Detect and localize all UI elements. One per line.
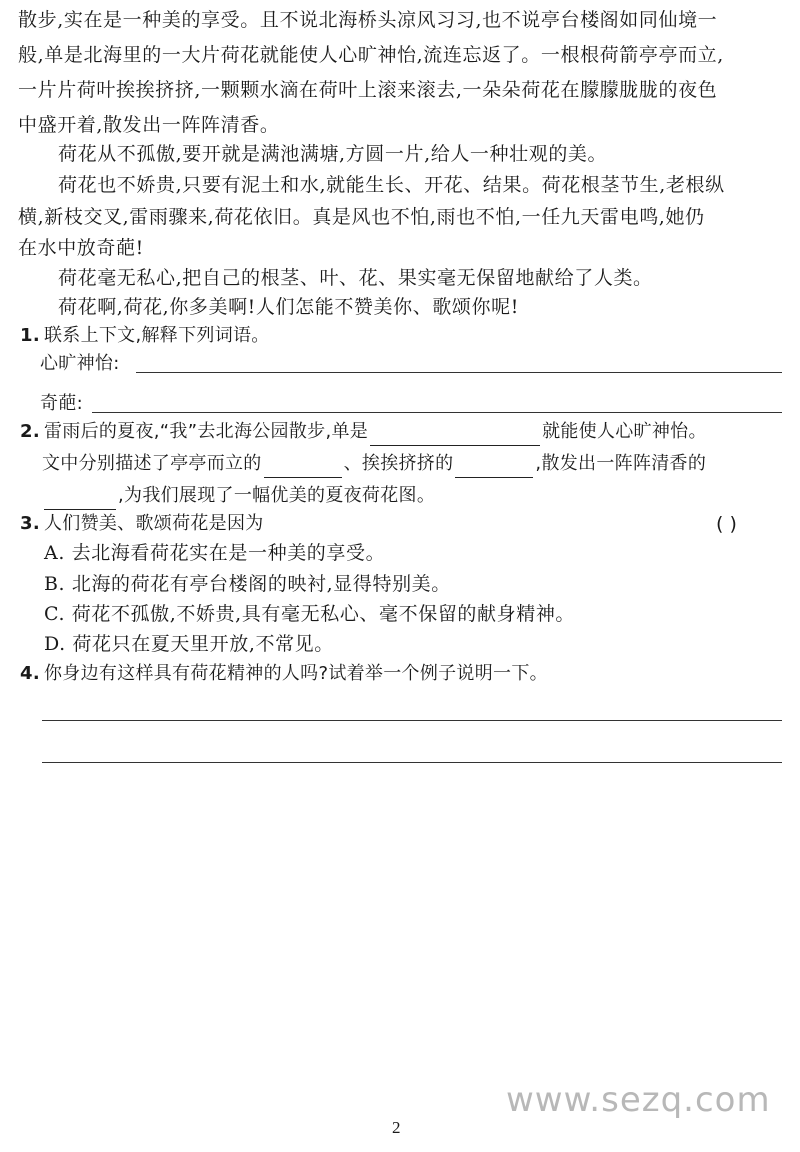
question-number: 2. — [20, 421, 40, 442]
answer-line-term2[interactable] — [92, 412, 782, 413]
answer-line-term1[interactable] — [136, 372, 782, 373]
question-2-line2 — [42, 450, 706, 478]
question-text: 雷雨后的夏夜,“我”去北海公园散步,单是 — [43, 421, 369, 442]
passage-line: 荷花也不娇贵,只要有泥土和水,就能生长、开花、结果。荷花根茎节生,老根纵 — [58, 174, 725, 196]
question-text: 你身边有这样具有荷花精神的人吗?试着举一个例子说明一下。 — [43, 663, 548, 684]
question-2-line3 — [42, 482, 435, 510]
term-xinkuangshenyi-label: 心旷神怡: — [40, 353, 120, 374]
option-c[interactable]: C. 荷花不孤傲,不娇贵,具有毫无私心、毫不保留的献身精神。 — [44, 603, 576, 625]
passage-line: 散步,实在是一种美的享受。且不说北海桥头凉风习习,也不说亭台楼阁如同仙境一 — [18, 9, 718, 31]
question-2-line1 — [20, 418, 707, 446]
question-3-prompt — [20, 510, 264, 538]
question-text: ,为我们展现了一幅优美的夏夜荷花图。 — [118, 485, 436, 506]
question-text: 、挨挨挤挤的 — [343, 453, 454, 474]
question-text: ,散发出一阵阵清香的 — [535, 453, 707, 474]
option-a[interactable]: A. 去北海看荷花实在是一种美的享受。 — [44, 542, 386, 564]
fill-blank[interactable] — [455, 455, 533, 478]
answer-line-1[interactable] — [42, 720, 782, 721]
passage-line: 中盛开着,散发出一阵阵清香。 — [18, 114, 280, 136]
watermark: www.sezq.com — [506, 1080, 771, 1120]
fill-blank[interactable] — [370, 423, 540, 446]
passage-line: 一片片荷叶挨挨挤挤,一颗颗水滴在荷叶上滚来滚去,一朵朵荷花在朦朦胧胧的夜色 — [18, 79, 718, 101]
question-1-prompt — [20, 322, 270, 350]
answer-parentheses[interactable]: ( ) — [716, 513, 737, 535]
question-text: 联系上下文,解释下列词语。 — [43, 325, 270, 346]
question-text: 人们赞美、歌颂荷花是因为 — [43, 513, 264, 534]
question-number: 1. — [20, 325, 40, 346]
fill-blank[interactable] — [264, 455, 342, 478]
answer-line-2[interactable] — [42, 762, 782, 763]
option-b[interactable]: B. 北海的荷花有亭台楼阁的映衬,显得特别美。 — [44, 573, 451, 595]
passage-line: 荷花毫无私心,把自己的根茎、叶、花、果实毫无保留地献给了人类。 — [58, 267, 653, 289]
page-number: 2 — [392, 1118, 401, 1137]
question-text: 就能使人心旷神怡。 — [542, 421, 707, 442]
question-text: 文中分别描述了亭亭而立的 — [42, 453, 262, 474]
passage-line: 荷花啊,荷花,你多美啊!人们怎能不赞美你、歌颂你呢! — [58, 296, 519, 318]
passage-line: 般,单是北海里的一大片荷花就能使人心旷神怡,流连忘返了。一根根荷箭亭亭而立, — [18, 44, 724, 66]
question-4-prompt — [20, 660, 548, 688]
question-number: 4. — [20, 663, 40, 684]
passage-line: 荷花从不孤傲,要开就是满池满塘,方圆一片,给人一种壮观的美。 — [58, 143, 608, 165]
fill-blank[interactable] — [44, 487, 116, 510]
passage-line: 横,新枝交叉,雷雨骤来,荷花依旧。真是风也不怕,雨也不怕,一任九天雷电鸣,她仍 — [18, 206, 705, 228]
question-number: 3. — [20, 513, 40, 534]
option-d[interactable]: D. 荷花只在夏天里开放,不常见。 — [44, 633, 334, 655]
term-qipa-label: 奇葩: — [40, 393, 83, 414]
passage-line: 在水中放奇葩! — [18, 237, 144, 259]
